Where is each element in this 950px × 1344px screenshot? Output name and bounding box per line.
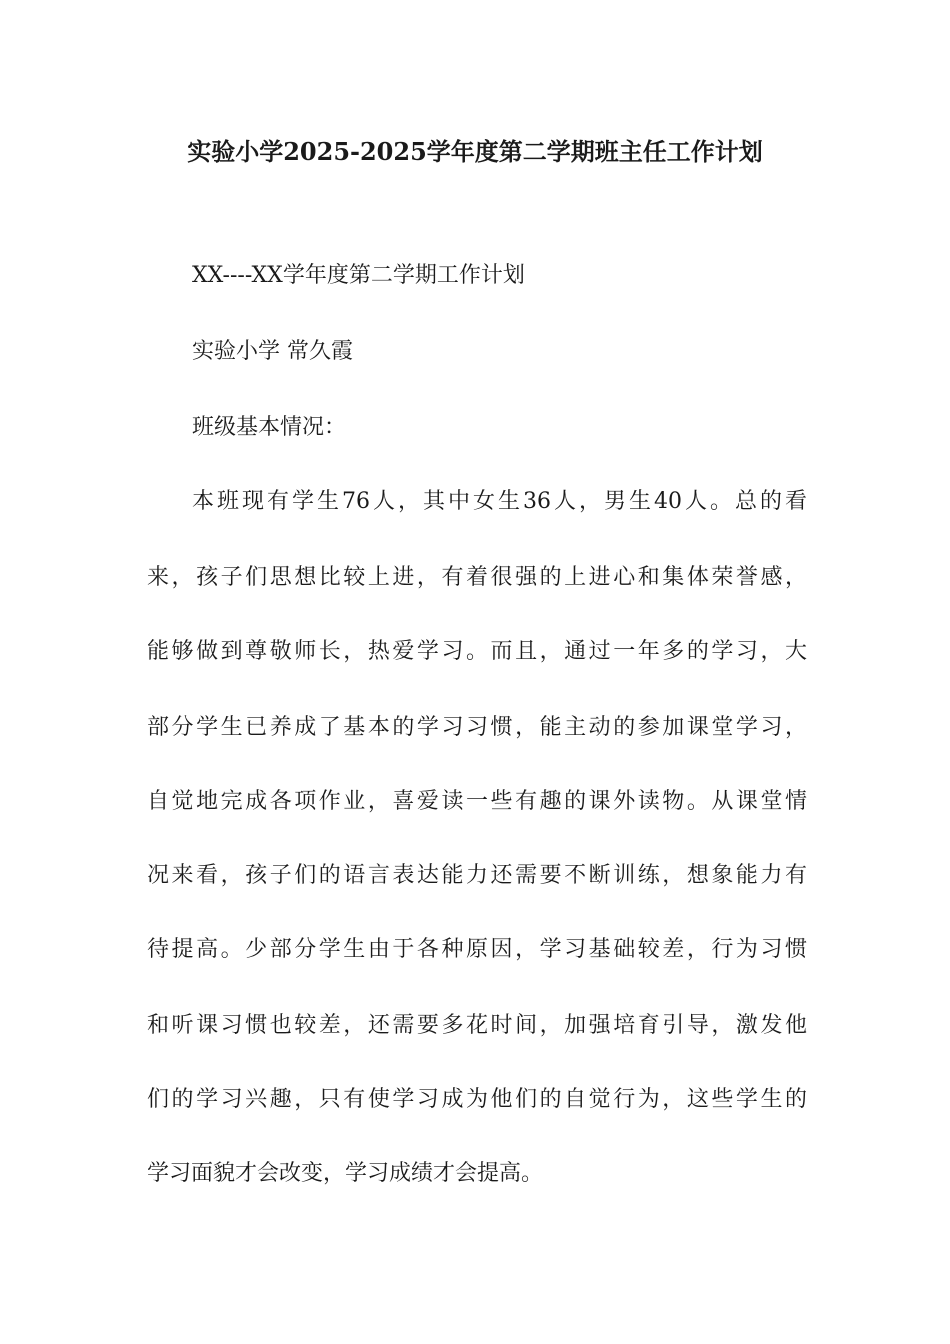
paragraph-line: 自觉地完成各项作业，喜爱读一些有趣的课外读物。从课堂情	[147, 789, 807, 814]
author-line: 实验小学 常久霞	[192, 339, 353, 364]
paragraph-line: 来，孩子们思想比较上进，有着很强的上进心和集体荣誉感，	[147, 565, 807, 590]
section-heading: 班级基本情况：	[192, 415, 347, 440]
paragraph-line: 能够做到尊敬师长，热爱学习。而且，通过一年多的学习，大	[147, 639, 807, 664]
document-subtitle: XX----XX学年度第二学期工作计划	[192, 263, 525, 288]
paragraph-line: 们的学习兴趣，只有使学习成为他们的自觉行为，这些学生的	[147, 1087, 807, 1112]
paragraph-line: 况来看，孩子们的语言表达能力还需要不断训练，想象能力有	[147, 863, 807, 888]
paragraph-line: 待提高。少部分学生由于各种原因，学习基础较差，行为习惯	[147, 937, 807, 962]
paragraph-line: 学习面貌才会改变，学习成绩才会提高。	[147, 1161, 544, 1186]
paragraph-line: 和听课习惯也较差，还需要多花时间，加强培育引导，激发他	[147, 1013, 807, 1038]
paragraph-line: 部分学生已养成了基本的学习习惯，能主动的参加课堂学习，	[147, 715, 807, 740]
document-title: 实验小学2025-2025学年度第二学期班主任工作计划	[187, 137, 763, 166]
paragraph-line: 本班现有学生76人，其中女生36人，男生40人。总的看	[192, 489, 807, 514]
